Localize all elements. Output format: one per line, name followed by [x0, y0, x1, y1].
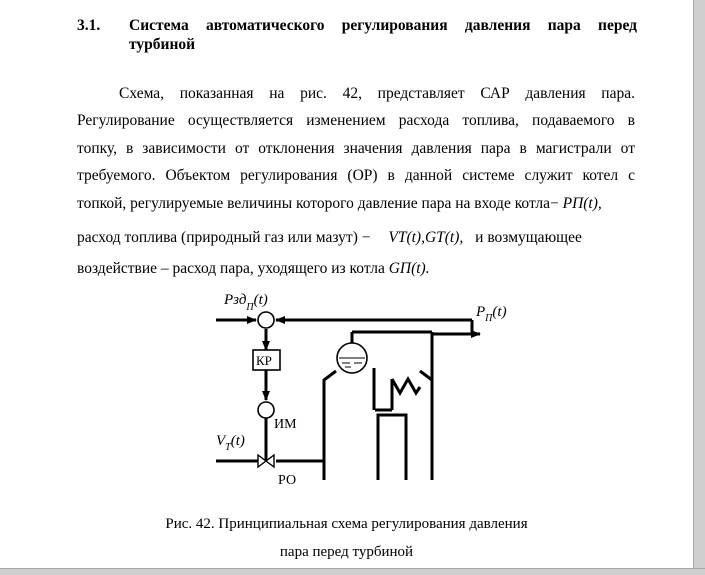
boiler-drum-icon — [337, 343, 367, 373]
actuator-circle — [258, 402, 274, 418]
fuel-flow-label: $V_T(t)$ — [216, 433, 245, 453]
paragraph-line-7-text: воздействие – расход пара, уходящего из котла — [77, 260, 385, 277]
paragraph-line-1: Схема, показанная на рис. 42, представляет САР давления пара. — [119, 85, 635, 102]
paragraph-line-6-text-a: расход топлива (природный газ или мазут) − — [77, 229, 371, 246]
pressure-formula: PП(t), — [562, 195, 602, 212]
paragraph-line-5-text: топкой, регулируемые величины которого давление пара на входе котла− — [77, 195, 559, 212]
pressure-label: $P_П(t)$ — [476, 304, 507, 324]
section-number: 3.1. — [77, 17, 101, 34]
comparator-circle — [258, 312, 274, 328]
fuel-formula: VT(t),GT(t), — [388, 229, 464, 246]
section-title-line-2: турбиной — [129, 36, 196, 53]
setpoint-label: Pзд$_П$(t) — [224, 292, 268, 313]
steam-flow-formula: GП(t). — [388, 260, 430, 277]
paragraph-line-4: требуемого. Объектом регулирования (ОР) в данной системе служит котел с — [77, 167, 635, 184]
paragraph-line-6-text-b: и возмущающее — [475, 229, 582, 246]
paragraph-line-2: Регулирование осуществляется изменением расхода топлива, подаваемого в — [77, 112, 635, 129]
figure-caption-line-2: пара перед турбиной — [279, 544, 414, 560]
valve-label: РО — [278, 473, 297, 488]
figure-caption-line-1: Рис. 42. Принципиальная схема регулирования давления — [165, 516, 528, 532]
controller-label: КР — [256, 353, 272, 368]
paragraph-line-3: топку, в зависимости от отклонения значения давления пара в магистрали от — [77, 140, 635, 157]
actuator-label: ИМ — [274, 417, 297, 432]
section-title-line-1: Система автоматического регулирования давления пара перед — [129, 17, 637, 34]
